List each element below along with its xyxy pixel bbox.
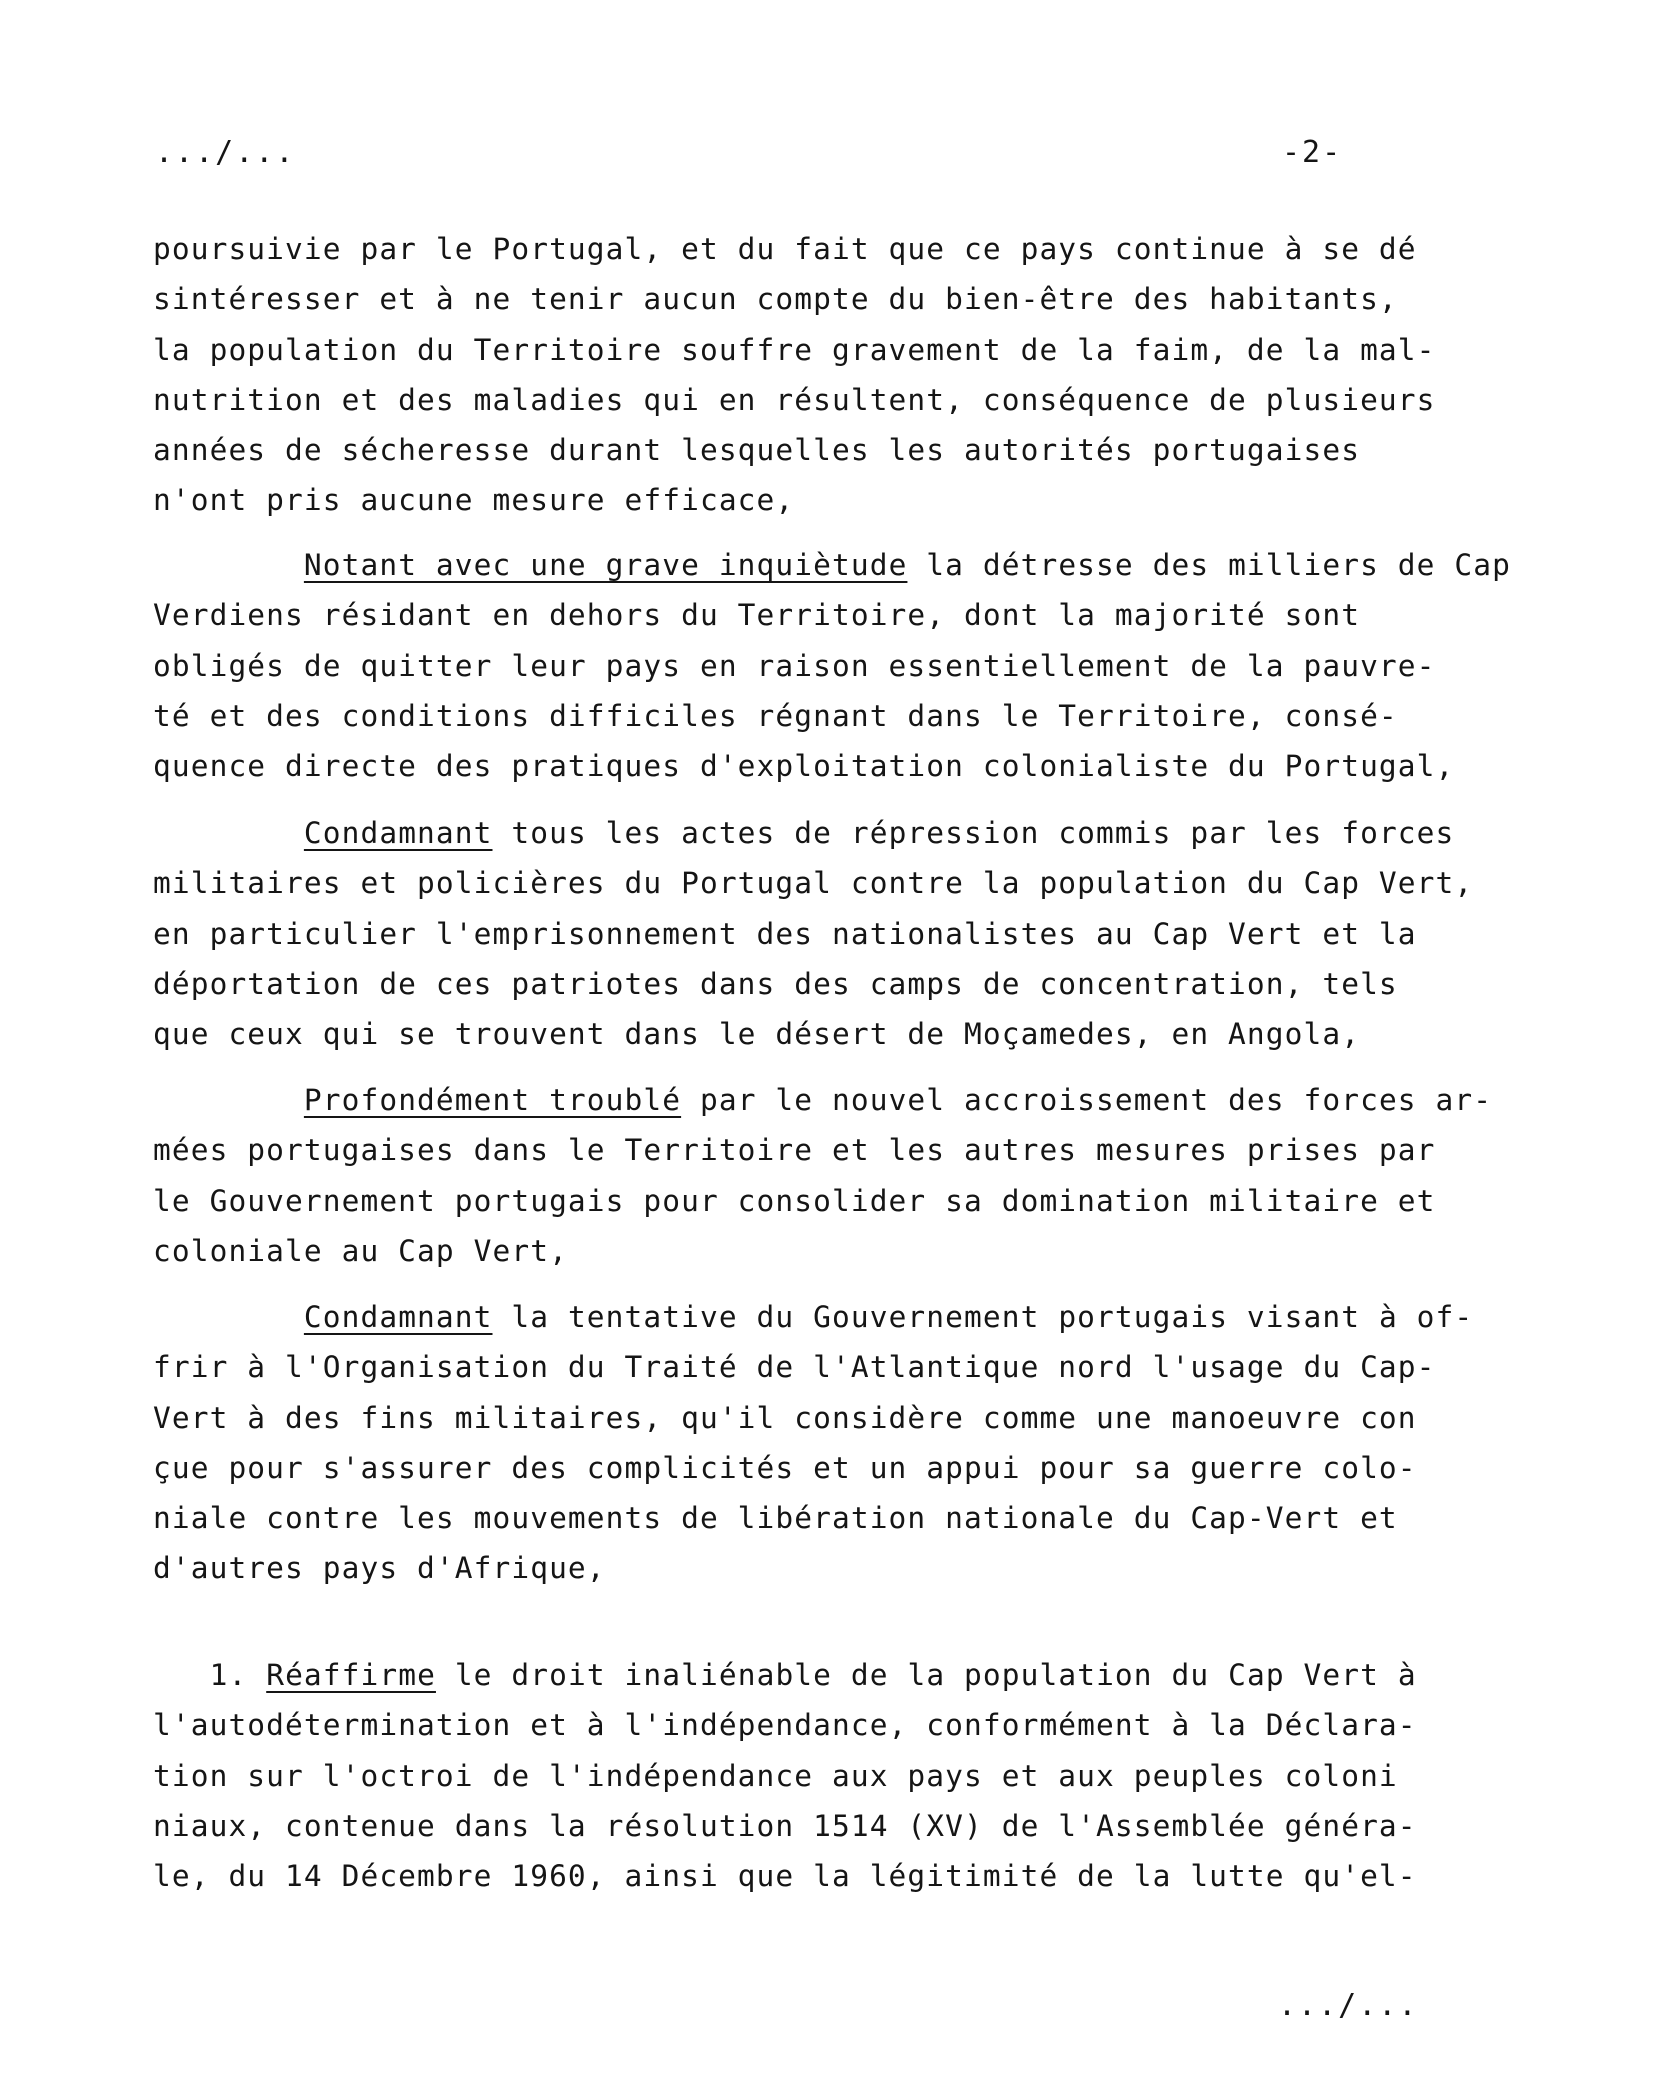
text-line: obligés de quitter leur pays en raison essentiellement de la pauvre- <box>153 648 1436 683</box>
text-line: le, du 14 Décembre 1960, ainsi que la légitimité de la lutte qu'el- <box>153 1859 1417 1894</box>
text-line: té et des conditions difficiles régnant dans le Territoire, consé- <box>153 698 1398 733</box>
paragraph-continuation <box>153 224 1573 526</box>
paragraph-first-line <box>153 1650 1573 1700</box>
paragraph-first-line <box>153 1292 1573 1342</box>
text-line: niaux, contenue dans la résolution 1514 (XV) de l'Assemblée généra- <box>153 1808 1417 1843</box>
text-line: que ceux qui se trouvent dans le désert de Moçamedes, en Angola, <box>153 1017 1361 1052</box>
page-number: -2- <box>1282 135 1343 170</box>
clause-text: tous les actes de répression commis par les forces <box>492 816 1455 850</box>
text-line: militaires et policières du Portugal contre la population du Cap Vert, <box>153 866 1474 901</box>
text-line: mées portugaises dans le Territoire et les autres mesures prises par <box>153 1133 1436 1168</box>
paragraph-number: 1. <box>209 1658 248 1692</box>
continuation-mark-bottom: .../... <box>1278 1988 1419 2023</box>
text-line: nutrition et des maladies qui en résultent, conséquence de plusieurs <box>153 382 1436 417</box>
text-line: Vert à des fins militaires, qu'il considère comme une manoeuvre con <box>153 1400 1417 1435</box>
continuation-mark-top: .../... <box>155 135 296 170</box>
clause-text: la tentative du Gouvernement portugais visant à of- <box>492 1300 1474 1334</box>
text-line: l'autodétermination et à l'indépendance, conformément à la Déclara- <box>153 1708 1417 1743</box>
clause-lead: Condamnant <box>303 816 493 850</box>
paragraph-first-line <box>153 808 1573 858</box>
text-line: n'ont pris aucune mesure efficace, <box>153 483 795 518</box>
text-line: niale contre les mouvements de libération nationale du Cap-Vert et <box>153 1501 1398 1536</box>
text-line: frir à l'Organisation du Traité de l'Atlantique nord l'usage du Cap- <box>153 1350 1436 1385</box>
text-line: çue pour s'assurer des complicités et un appui pour sa guerre colo- <box>153 1450 1417 1485</box>
text-line: tion sur l'octroi de l'indépendance aux pays et aux peuples coloni <box>153 1758 1398 1793</box>
text-line: quence directe des pratiques d'exploitation colonialiste du Portugal, <box>153 749 1455 784</box>
text-line: Verdiens résidant en dehors du Territoire, dont la majorité sont <box>153 598 1361 633</box>
text-line: la population du Territoire souffre gravement de la faim, de la mal- <box>153 332 1436 367</box>
clause-text: par le nouvel accroissement des forces ar- <box>681 1083 1493 1117</box>
text-line: déportation de ces patriotes dans des camps de concentration, tels <box>153 966 1398 1001</box>
text-line: en particulier l'emprisonnement des nationalistes au Cap Vert et la <box>153 916 1417 951</box>
clause-text: la détresse des milliers de Cap <box>907 548 1511 582</box>
paragraph-condamnant-otan <box>153 1292 1573 1594</box>
text-line: coloniale au Cap Vert, <box>153 1233 568 1268</box>
paragraph-profondement-trouble <box>153 1075 1573 1276</box>
operative-paragraph-1 <box>153 1650 1573 1901</box>
paragraph-first-line <box>153 1075 1573 1125</box>
clause-text: le droit inaliénable de la population du Cap Vert à <box>435 1658 1417 1692</box>
text-line: le Gouvernement portugais pour consolider sa domination militaire et <box>153 1183 1436 1218</box>
clause-lead: Réaffirme <box>266 1658 436 1692</box>
text-line: poursuivie par le Portugal, et du fait que ce pays continue à se dé <box>153 232 1417 266</box>
text-line: sintéresser et à ne tenir aucun compte du bien-être des habitants, <box>153 282 1398 317</box>
clause-lead: Condamnant <box>303 1300 493 1334</box>
text-line: d'autres pays d'Afrique, <box>153 1551 606 1586</box>
clause-lead: Notant avec une grave inquiètude <box>303 548 908 582</box>
paragraph-condamnant-repression <box>153 808 1573 1059</box>
text-line: années de sécheresse durant lesquelles les autorités portugaises <box>153 433 1361 468</box>
paragraph-notant <box>153 540 1573 791</box>
clause-lead: Profondément troublé <box>303 1083 682 1117</box>
paragraph-first-line <box>153 540 1573 590</box>
